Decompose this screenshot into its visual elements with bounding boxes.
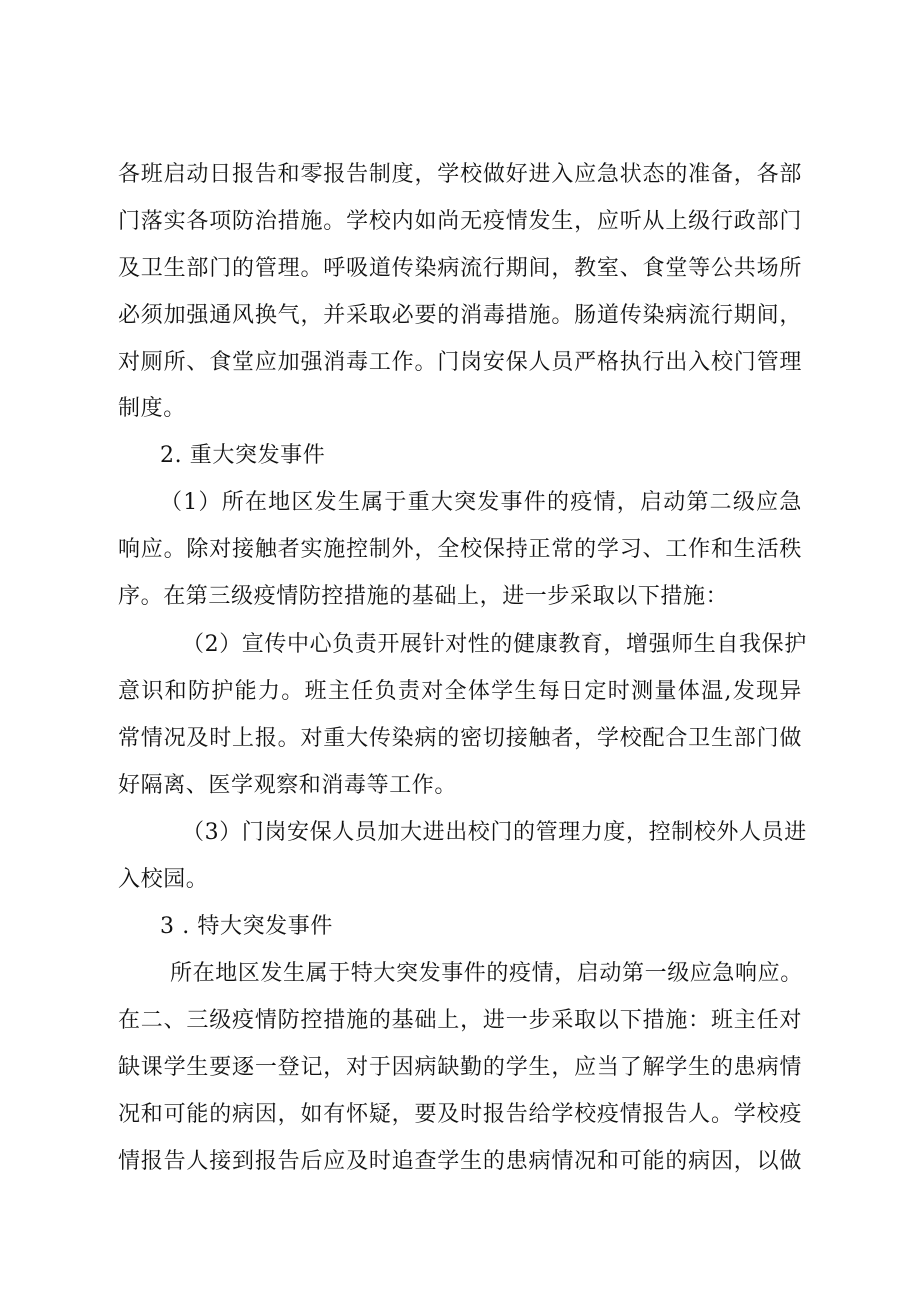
list-item-2-line: （2）宣传中心负责开展针对性的健康教育，增强师生自我保护 [182,632,807,657]
body-text-line: 必须加强通风换气，并采取必要的消毒措施。肠道传染病流行期间， [118,303,802,328]
body-text-line: 在二、三级疫情防控措施的基础上，进一步采取以下措施：班主任对 [118,1008,802,1033]
body-text-line: 响应。除对接触者实施控制外，全校保持正常的学习、工作和生活秩 [118,537,802,562]
body-text-line: 常情况及时上报。对重大传染病的密切接触者，学校配合卫生部门做 [118,726,802,751]
body-text-line: 好隔离、医学观察和消毒等工作。 [118,773,458,798]
body-text-line: 对厕所、食堂应加强消毒工作。门岗安保人员严格执行出入校门管理 [118,350,802,375]
section-heading-2: 2. 重大突发事件 [160,443,326,468]
body-text-line: 门落实各项防治措施。学校内如尚无疫情发生，应听从上级行政部门 [118,209,802,234]
body-text-line: 及卫生部门的管理。呼吸道传染病流行期间，教室、食堂等公共场所 [118,256,802,281]
body-text-line: 各班启动日报告和零报告制度，学校做好进入应急状态的准备，各部 [118,162,802,187]
body-text-line: 入校园。 [118,867,209,892]
body-text-line: 情报告人接到报告后应及时追查学生的患病情况和可能的病因，以做 [118,1149,802,1174]
body-text-line: 序。在第三级疫情防控措施的基础上，进一步采取以下措施： [118,584,729,609]
body-text-line: 所在地区发生属于特大突发事件的疫情，启动第一级应急响应。 [170,961,803,986]
body-text-line: 制度。 [118,396,186,421]
body-text-line: 缺课学生要逐一登记，对于因病缺勤的学生，应当了解学生的患病情 [118,1055,802,1080]
list-item-1-line: （1）所在地区发生属于重大突发事件的疫情，启动第二级应急 [160,490,802,515]
section-heading-3: 3 . 特大突发事件 [160,914,333,939]
body-text-line: 况和可能的病因，如有怀疑，要及时报告给学校疫情报告人。学校疫 [118,1102,802,1127]
body-text-line: 意识和防护能力。班主任负责对全体学生每日定时测量体温,发现异 [118,679,802,704]
list-item-3-line: （3）门岗安保人员加大进出校门的管理力度，控制校外人员进 [182,820,807,845]
